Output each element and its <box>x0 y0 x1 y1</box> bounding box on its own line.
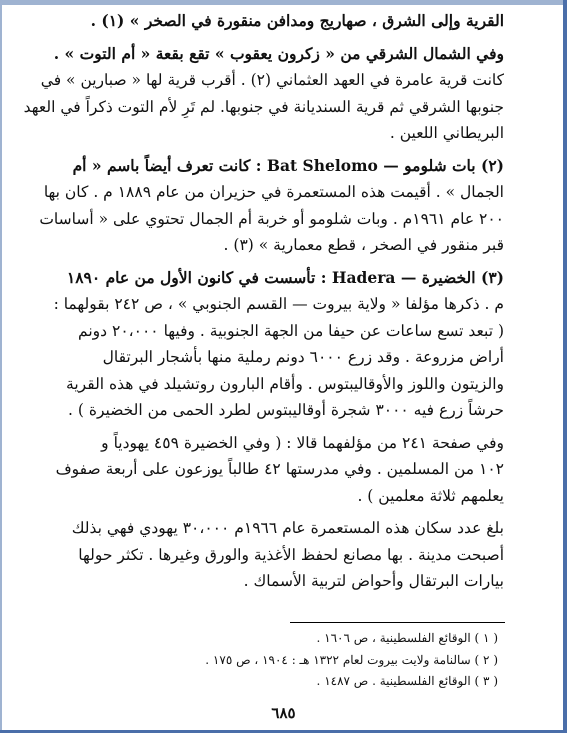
text-line: والزيتون واللوز والأوقاليبتوس . وأقام البارون روتشيلد في هذه القرية <box>66 374 504 393</box>
text-line: بلغ عدد سكان هذه المستعمرة عام ١٩٦٦م ٣٠،٠٠٠ يهودي فهي بذلك <box>71 519 504 537</box>
text-line: جنوبها الشرقي ثم قرية السنديانة في جنوبها. لم تَرِ لأم التوت ذكراً في العهد <box>23 97 504 116</box>
footnote-line: ( ٢ ) سالنامة ولايت بيروت لعام ١٣٢٢ هـ : ١٩٠٤ ، ص ١٧٥ . <box>205 652 498 667</box>
footnote-separator <box>290 622 505 623</box>
text-line: البريطاني اللعين . <box>389 124 504 142</box>
text-line: حرشاً زرع فيه ٣٠٠٠ شجرة أوقاليبتوس لطرد الحمى من الخضيرة ) . <box>68 401 504 419</box>
window-right-border <box>563 0 567 733</box>
text-line: (٢) بات شلومو — Bat Shelomo : كانت تعرف أيضاً باسم « أم <box>72 155 504 175</box>
text-line: ٢٠٠ عام ١٩٦١م . وبات شلومو أو خربة أم الجمال تحتوي على « أساسات <box>39 209 504 228</box>
footnotes <box>62 628 504 693</box>
window-top-border <box>0 0 567 5</box>
text-line: يعلمهم ثلاثة معلمين ) . <box>357 486 504 505</box>
text-line: كانت قرية عامرة في العهد العثماني (٢) . أقرب قرية لها « صبارين » في <box>40 71 504 89</box>
footnote-line: ( ١ ) الوقائع الفلسطينية ، ص ١٦٠٦ . <box>316 631 498 645</box>
text-line: القرية وإلى الشرق ، صهاريج ومدافن منقورة في الصخر » (١) . <box>90 11 504 30</box>
text-line: قبر منقور في الصخر ، قطع معمارية » (٣) . <box>223 236 504 254</box>
text-line: وفي صفحة ٢٤١ من مؤلفهما قالا : ( وفي الخضيرة ٤٥٩ يهودياً و <box>101 433 504 452</box>
text-line: أراض مزروعة . وقد زرع ٦٠٠٠ دونم رملية منها بأشجار البرتقال <box>102 348 504 366</box>
text-line: وفي الشمال الشرقي من « زكرون يعقوب » تقع بقعة « أم التوت » . <box>53 43 504 63</box>
text-line: ١٠٢ من المسلمين . وفي مدرستها ٤٢ طالباً يوزعون على أربعة صفوف <box>55 460 504 478</box>
text-line: بيارات البرتقال وأحواض لتربية الأسماك . <box>243 572 504 590</box>
text-line: (٣) الخضيرة — Hadera : تأسست في كانون الأول من عام ١٨٩٠ <box>66 267 504 287</box>
page-number: ٦٨٥ <box>271 704 296 722</box>
text-line: أصبحت مدينة . بها مصانع لحفظ الأغذية والورق وغيرها . تكثر حولها <box>78 545 504 564</box>
text-line: ( تبعد تسع ساعات عن حيفا من الجهة الجنوبية . وفيها ٢٠،٠٠٠ دونم <box>78 321 504 340</box>
footnote-line: ( ٣ ) الوقائع الفلسطينية . ص ١٤٨٧ . <box>316 674 498 688</box>
text-line: م . ذكرها مؤلفا « ولاية بيروت — القسم الجنوبي » ، ص ٢٤٢ بقولهما : <box>53 295 504 313</box>
page-body <box>23 8 504 595</box>
text-line: الجمال » . أقيمت هذه المستعمرة في حزيران من عام ١٨٨٩ م . كان بها <box>43 183 504 201</box>
window-left-border <box>0 0 2 733</box>
